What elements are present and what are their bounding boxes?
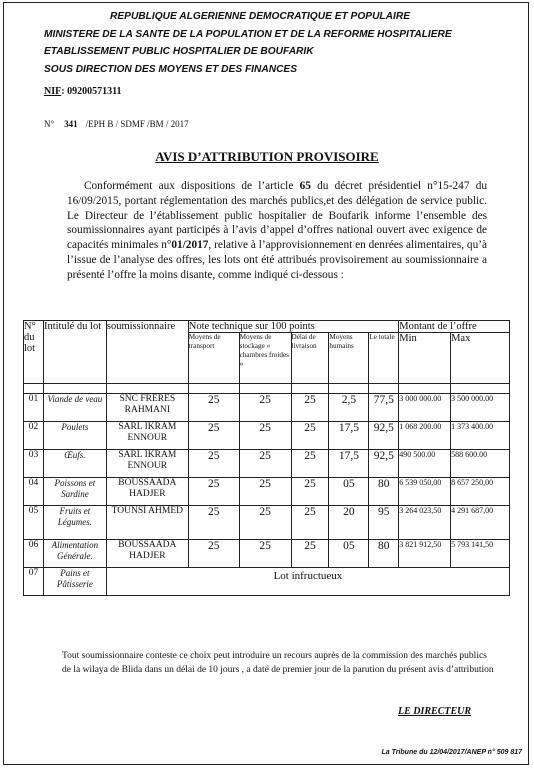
amount-min: 490 500.00 bbox=[399, 450, 451, 478]
sub-header-transport: Moyens de transport bbox=[188, 333, 239, 384]
amount-max: 4 291 687,00 bbox=[451, 506, 510, 540]
score-staff: 17,5 bbox=[329, 450, 369, 478]
appeal-paragraph: Tout soumissionnaire conteste ce choix peut introduire un recours auprès de la commission des marchés publics de la wilaya de Blida dans un délai de 10 jours , a daté de premier jour de la parution du présent avis d’attribution bbox=[62, 651, 494, 675]
intro-part-e: , relative à l’approvisionnement en denrées alimentaires, qu’à l’issue de l’analyse des offres, les lots ont été attribués provisoirement au soumissionnaire a présenté l’offre la moins disante, comme indiqué ci-dessous : bbox=[67, 239, 487, 281]
amount-min: 1 068 200.00 bbox=[399, 422, 451, 450]
lot-number: 01 bbox=[24, 394, 44, 422]
col-header-lot: Intitulé du lot bbox=[43, 321, 106, 384]
table-row bbox=[24, 422, 510, 450]
signature-director: LE DIRECTEUR bbox=[398, 706, 472, 717]
score-delay: 25 bbox=[291, 506, 329, 540]
table-row bbox=[24, 450, 510, 478]
score-delay: 25 bbox=[291, 540, 329, 568]
sub-header-max: Max bbox=[451, 333, 510, 384]
score-delay: 25 bbox=[291, 422, 329, 450]
score-delay: 25 bbox=[291, 478, 329, 506]
intro-part-a: Conformément aux dispositions de l’article bbox=[84, 180, 300, 192]
score-transport: 25 bbox=[188, 422, 239, 450]
col-header-num: N° du lot bbox=[24, 321, 44, 384]
amount-min: 6 539 050,00 bbox=[399, 478, 451, 506]
col-header-note: Note technique sur 100 points bbox=[188, 321, 398, 333]
score-storage: 25 bbox=[239, 450, 291, 478]
score-staff: 05 bbox=[329, 478, 369, 506]
lot-number: 07 bbox=[24, 568, 44, 596]
supplier-name: SNC FRERES RAHMANI bbox=[106, 394, 188, 422]
lot-name: Poulets bbox=[43, 422, 106, 450]
score-delay: 25 bbox=[291, 450, 329, 478]
lot-name: Œufs. bbox=[43, 450, 106, 478]
score-storage: 25 bbox=[239, 422, 291, 450]
publication-source: La Tribune du 12/04/2017/ANEP n° 509 817 bbox=[381, 749, 522, 756]
nif-value: : 09200571311 bbox=[61, 86, 122, 97]
score-total: 80 bbox=[369, 478, 399, 506]
score-storage: 25 bbox=[239, 394, 291, 422]
score-storage: 25 bbox=[239, 478, 291, 506]
score-storage: 25 bbox=[239, 506, 291, 540]
reference-line bbox=[44, 119, 189, 129]
score-transport: 25 bbox=[188, 478, 239, 506]
score-total: 95 bbox=[369, 506, 399, 540]
score-storage: 25 bbox=[239, 540, 291, 568]
supplier-name: SARL IKRAM ENNOUR bbox=[106, 450, 188, 478]
header-republic: REPUBLIQUE ALGERIENNE DEMOCRATIQUE ET POPULAIRE bbox=[110, 11, 410, 22]
score-staff: 17,5 bbox=[329, 422, 369, 450]
score-total: 80 bbox=[369, 540, 399, 568]
intro-tender-number: 01/2017 bbox=[171, 239, 209, 252]
score-transport: 25 bbox=[188, 450, 239, 478]
table-row bbox=[24, 506, 510, 540]
supplier-name: BOUSSAADA HADJER bbox=[106, 540, 188, 568]
score-total: 92,5 bbox=[369, 422, 399, 450]
sub-header-total: Le totale bbox=[369, 333, 399, 384]
amount-min: 3 821 912,50 bbox=[399, 540, 451, 568]
header-ministry: MINISTERE DE LA SANTE DE LA POPULATION ET DE LA REFORME HOSPITALIERE bbox=[44, 28, 452, 40]
lot-name: Viande de veau bbox=[43, 394, 106, 422]
score-transport: 25 bbox=[188, 540, 239, 568]
header-establishment: ETABLISSEMENT PUBLIC HOSPITALIER DE BOUFARIK bbox=[44, 46, 314, 57]
supplier-name: BOUSSAADA HADJER bbox=[106, 478, 188, 506]
score-staff: 2,5 bbox=[329, 394, 369, 422]
score-total: 92,5 bbox=[369, 450, 399, 478]
header-direction: SOUS DIRECTION DES MOYENS ET DES FINANCES bbox=[44, 63, 298, 75]
ref-number: 341 bbox=[64, 119, 78, 129]
ref-prefix: N° bbox=[44, 119, 55, 129]
score-staff: 05 bbox=[329, 540, 369, 568]
amount-min: 3 000 000.00 bbox=[399, 394, 451, 422]
score-total: 77,5 bbox=[369, 394, 399, 422]
col-header-supplier: soumissionnaire bbox=[106, 321, 188, 384]
sub-header-delay: Délai de livraison bbox=[291, 333, 329, 384]
notice-title: AVIS D’ATTRIBUTION PROVISOIRE bbox=[155, 149, 379, 164]
spacer-row bbox=[24, 384, 510, 394]
lot-number: 04 bbox=[24, 478, 44, 506]
sub-header-staff: Moyens humains bbox=[329, 333, 369, 384]
nif-line bbox=[44, 86, 122, 97]
amount-max: 8 657 250,00 bbox=[451, 478, 510, 506]
letterhead bbox=[44, 8, 452, 78]
amount-min: 3 264 023,50 bbox=[399, 506, 451, 540]
table-row-last bbox=[24, 568, 510, 596]
amount-max: 3 500 000.00 bbox=[451, 394, 510, 422]
table-row bbox=[24, 478, 510, 506]
lot-unsuccessful: Lot infructueux bbox=[106, 568, 509, 596]
score-staff: 20 bbox=[329, 506, 369, 540]
results-table bbox=[23, 320, 510, 596]
amount-max: 588 600.00 bbox=[451, 450, 510, 478]
lot-name: Poissons et Sardine bbox=[43, 478, 106, 506]
table-row bbox=[24, 540, 510, 568]
supplier-name: SARL IKRAM ENNOUR bbox=[106, 422, 188, 450]
lot-name: Pains et Pâtisserie bbox=[43, 568, 106, 596]
supplier-name: TOUNSI AHMED bbox=[106, 506, 188, 540]
lot-number: 06 bbox=[24, 540, 44, 568]
lot-number: 02 bbox=[24, 422, 44, 450]
score-transport: 25 bbox=[188, 394, 239, 422]
lot-name: Fruits et Légumes. bbox=[43, 506, 106, 540]
lot-name: Alimentation Générale. bbox=[43, 540, 106, 568]
col-header-amount: Montant de l’offre bbox=[399, 321, 510, 333]
amount-max: 1 373 400.00 bbox=[451, 422, 510, 450]
intro-part-c: du décret présidentiel n°15-247 du 16/09/2015, portant réglementation des marchés publics,et des délégation de service public. Le Directeur de l’établissement public hospitalier de Boufarik informe l’ensemble des soumissionnaires ayant participés à l’avis d’appel d’offres national ouvert avec exigence de capacités minimales n° bbox=[67, 180, 487, 252]
nif-label: NIF bbox=[44, 86, 62, 97]
sub-header-min: Min bbox=[399, 333, 451, 384]
sub-header-storage: Moyens de stockage « chambres froides » bbox=[239, 333, 291, 384]
amount-max: 5 793 141,50 bbox=[451, 540, 510, 568]
table-row bbox=[24, 394, 510, 422]
ref-rest: /EPH B / SDMF /BM / 2017 bbox=[85, 119, 189, 129]
intro-article-number: 65 bbox=[299, 180, 311, 192]
lot-number: 05 bbox=[24, 506, 44, 540]
intro-paragraph bbox=[67, 179, 487, 283]
lot-number: 03 bbox=[24, 450, 44, 478]
score-delay: 25 bbox=[291, 394, 329, 422]
score-transport: 25 bbox=[188, 506, 239, 540]
